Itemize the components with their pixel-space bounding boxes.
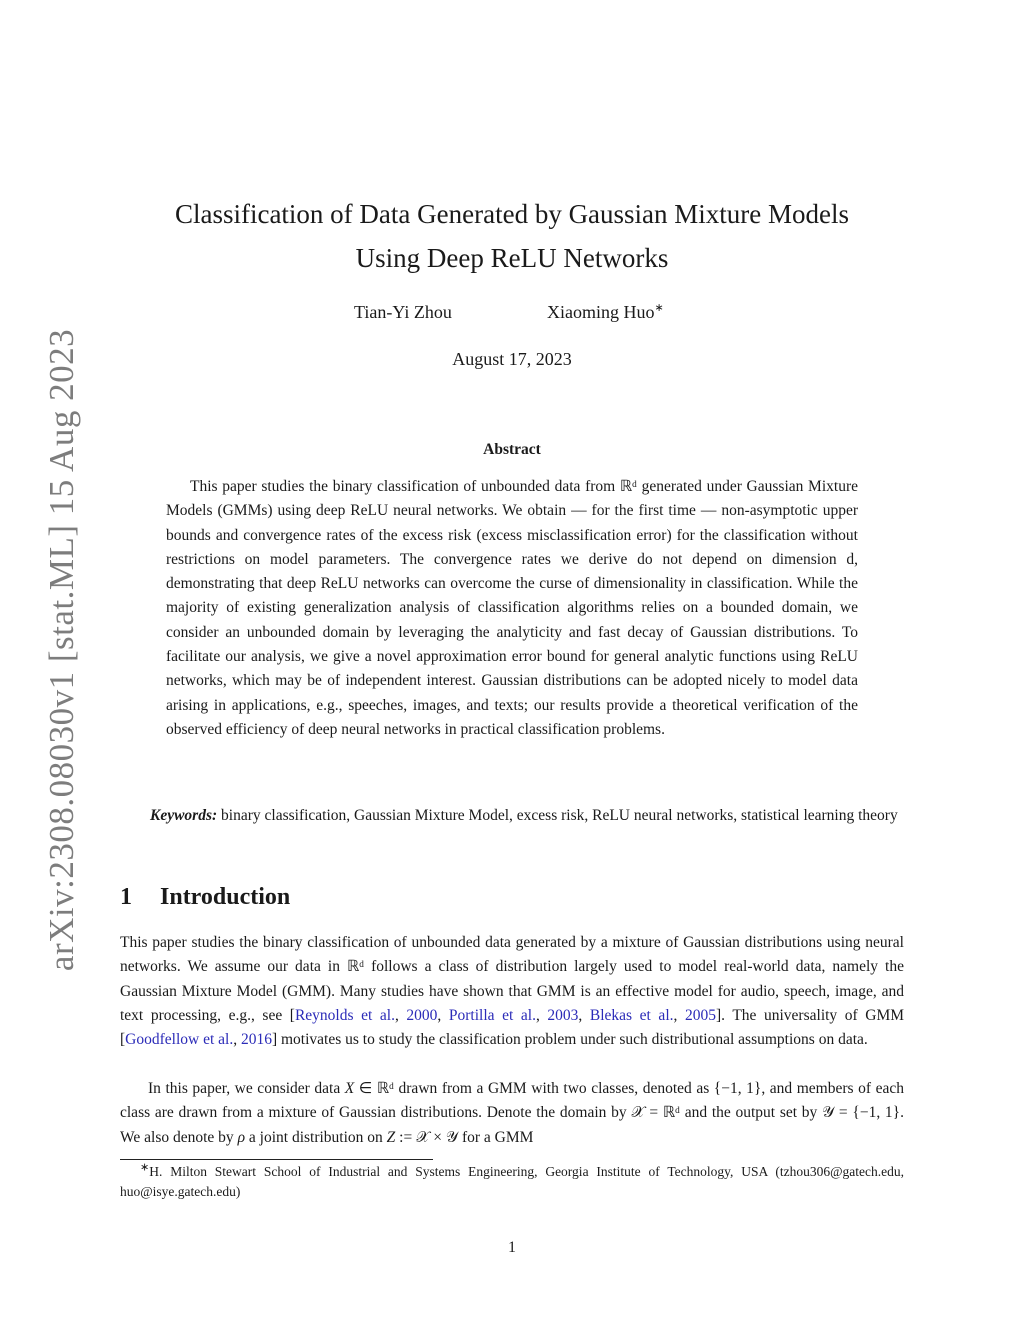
intro-p1-sep-2: , <box>437 1006 449 1024</box>
section-heading-introduction <box>120 884 290 911</box>
citation-goodfellow-year[interactable]: 2016 <box>240 1031 272 1049</box>
author-1 <box>354 302 452 323</box>
intro-p1-sep-3: , <box>535 1006 548 1024</box>
paper-date: August 17, 2023 <box>452 349 572 369</box>
arxiv-identifier-stamp: arXiv:2308.08030v1 [stat.ML] 15 Aug 2023 <box>42 328 81 972</box>
abstract-heading: Abstract <box>483 441 541 458</box>
intro-p2-text-4: := 𝒳 × 𝒴 for a GMM <box>395 1128 534 1146</box>
section-number: 1 <box>120 884 132 910</box>
intro-p1-sep-1: , <box>394 1006 407 1024</box>
footnote <box>120 1162 904 1202</box>
math-variable-rho: ρ <box>237 1128 246 1146</box>
footnote-mark: ∗ <box>140 1161 150 1174</box>
title-line-1: Classification of Data Generated by Gaussian Mixture Models <box>174 199 850 229</box>
paper-title <box>120 192 904 280</box>
footnote-text: H. Milton Stewart School of Industrial and Systems Engineering, Georgia Institute of Technology, USA (tzhou306@gatech.edu, huo@isye.gatech.edu) <box>120 1164 904 1199</box>
author-1-name: Tian-Yi Zhou <box>354 302 452 322</box>
intro-p2-text-1: In this paper, we consider data <box>148 1080 345 1097</box>
intro-p1-sep-7: , <box>233 1031 241 1049</box>
author-2-name: Xiaoming Huo <box>547 302 655 322</box>
page-number: 1 <box>508 1239 516 1256</box>
citation-blekas[interactable]: Blekas et al. <box>589 1006 674 1024</box>
author-2 <box>547 302 664 323</box>
citation-reynolds[interactable]: Reynolds et al. <box>294 1006 395 1024</box>
footnote-divider <box>120 1159 433 1160</box>
intro-p1-text-1: This paper studies the binary classification of unbounded data generated by a mixture of Gaussian distributions using neural networks. We assume our data in ℝᵈ follows a class of distribution largely used to model real-world data, namely the Gaussian Mixture Model (GMM). Many studies have shown that GMM is an effective model for audio, speech, image, and text processing, e.g., see [ <box>120 934 904 1024</box>
intro-paragraph-1 <box>120 931 904 1052</box>
abstract-body: This paper studies the binary classification of unbounded data from ℝᵈ generated under Gaussian Mixture Models (GMMs) using deep ReLU neural networks. We obtain — for the first time — non-asymptotic upper bounds and convergence rates of the excess risk (excess misclassification error) for the classification without restrictions on model parameters. The convergence rates we derive do not depend on dimension d, demonstrating that deep ReLU networks can overcome the curse of dimensionality in classification. While the majority of existing generalization analysis of classification algorithms relies on a bounded domain, we consider an unbounded domain by leveraging the analyticity and fast decay of Gaussian distributions. To facilitate our analysis, we give a novel approximation error bound for general analytic functions using ReLU networks, which may be of independent interest. Gaussian distributions can be adopted nicely to model data arising in applications, e.g., speeches, images, and texts; our results provide a theoretical verification of the observed efficiency of deep neural networks in practical classification problems. <box>166 478 858 738</box>
citation-blekas-year[interactable]: 2005 <box>684 1006 716 1024</box>
citation-portilla[interactable]: Portilla et al. <box>448 1006 536 1024</box>
citation-reynolds-year[interactable]: 2000 <box>406 1006 438 1024</box>
citation-portilla-year[interactable]: 2003 <box>547 1006 579 1024</box>
intro-paragraph-2 <box>120 1077 904 1150</box>
intro-p1-text-2: ]. The universality of GMM [ <box>120 1006 905 1049</box>
keywords <box>120 804 904 828</box>
keywords-text: binary classification, Gaussian Mixture Model, excess risk, ReLU neural networks, statistical learning theory <box>221 807 898 824</box>
math-variable-x: X <box>344 1080 355 1097</box>
intro-p2-text-3: a joint distribution on <box>245 1128 387 1146</box>
keywords-label: Keywords: <box>150 807 218 824</box>
intro-p1-sep-4: , <box>578 1006 590 1024</box>
section-title: Introduction <box>160 884 291 910</box>
intro-p1-sep-5: , <box>673 1006 685 1024</box>
author-2-footnote-mark[interactable]: ∗ <box>654 302 664 314</box>
title-line-2: Using Deep ReLU Networks <box>355 243 669 273</box>
citation-goodfellow[interactable]: Goodfellow et al. <box>125 1031 234 1049</box>
intro-p1-text-3: ] motivates us to study the classification problem under such distributional assumptions on data. <box>271 1031 868 1049</box>
math-variable-z: Z <box>386 1128 396 1146</box>
intro-p2-text-2: ∈ ℝᵈ drawn from a GMM with two classes, denoted as {−1, 1}, and members of each class are drawn from a mixture of Gaussian distributions. Denote the domain by 𝒳 = ℝᵈ and the output set by 𝒴 = {−1, 1}. We also denote by <box>120 1080 904 1146</box>
